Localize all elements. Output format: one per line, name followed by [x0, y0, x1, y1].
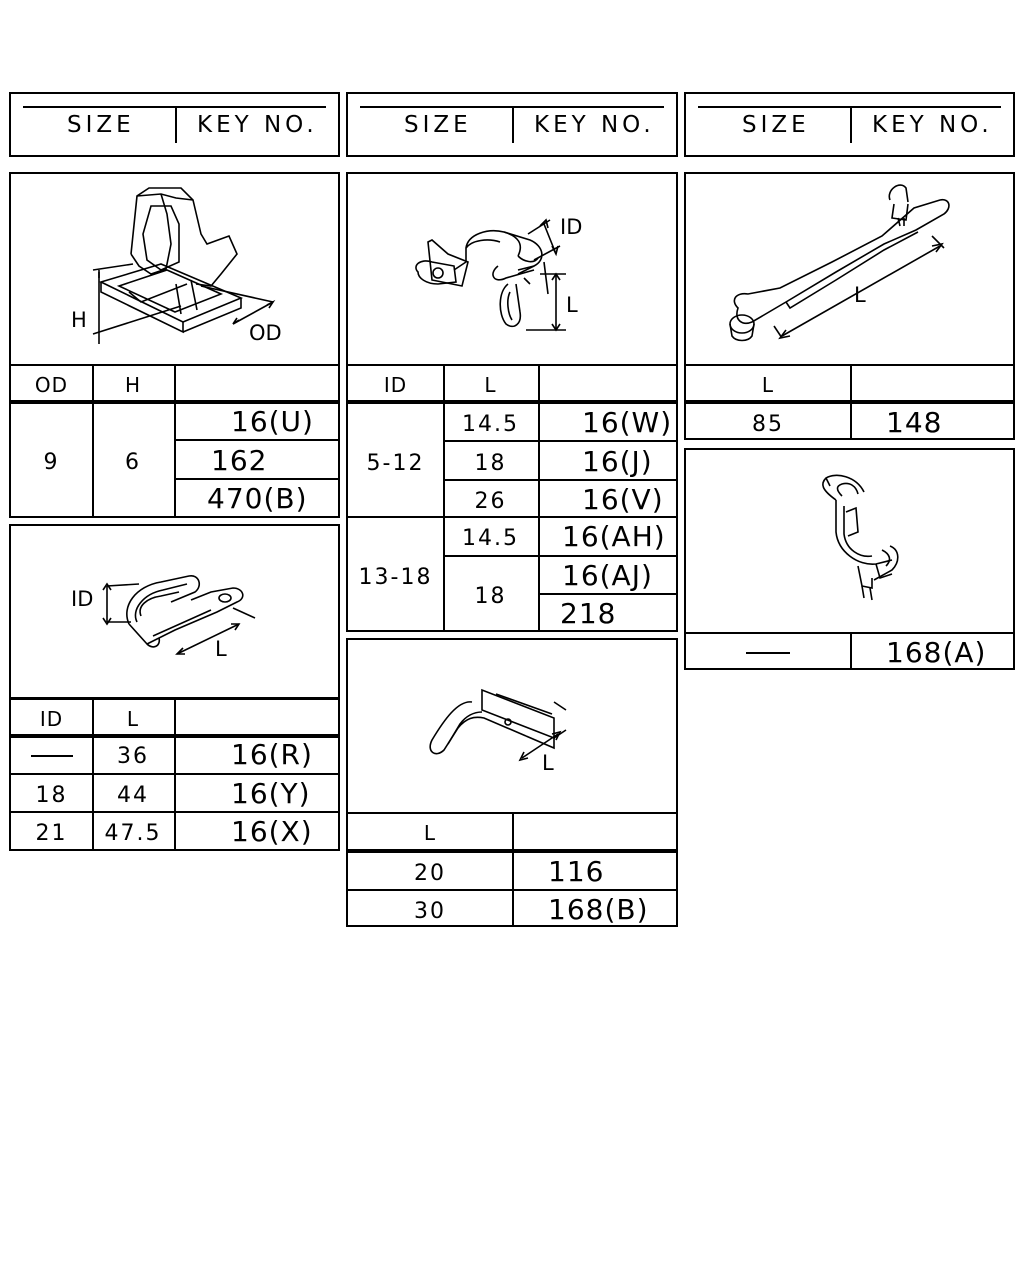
- clamp-row-line: [443, 479, 676, 481]
- header-divider: [175, 106, 177, 143]
- bracket-panel: [346, 638, 678, 927]
- bracket-key-1: 116: [548, 855, 605, 888]
- clip-od-value: 9: [43, 450, 60, 475]
- band-col-divider: [850, 364, 852, 438]
- clip-col-od: OD: [34, 373, 69, 397]
- bracket-col-l: L: [423, 821, 437, 845]
- header-size: SIZE: [67, 112, 135, 138]
- clip-label-od: OD: [249, 321, 282, 345]
- clamp-row-line: [443, 440, 676, 442]
- bracket-col-divider: [512, 812, 514, 925]
- header-key-no: KEY NO.: [197, 112, 318, 138]
- clamp-group1-id: 5-12: [366, 451, 425, 476]
- holder-dash: [746, 652, 790, 654]
- clamp-group1-l-1: 14.5: [462, 412, 519, 437]
- clip-h-value: 6: [125, 450, 141, 475]
- header-key-no: KEY NO.: [534, 112, 655, 138]
- holder-panel: [684, 448, 1015, 670]
- clamp-col-divider: [538, 364, 540, 630]
- open-clamp-key-3: 16(X): [231, 815, 313, 848]
- header-col3: [684, 92, 1015, 157]
- clamp-group-line: [348, 516, 676, 518]
- header-divider: [512, 106, 514, 143]
- open-clamp-panel: [9, 524, 340, 851]
- band-label-l: L: [854, 283, 866, 307]
- clamp-label-l: L: [566, 293, 578, 317]
- open-clamp-id-3: 21: [35, 821, 68, 846]
- clip-key-1: 16(U): [231, 405, 314, 438]
- header-col1: [9, 92, 340, 157]
- band-l-value: 85: [752, 412, 784, 437]
- clip-label-h: H: [71, 308, 87, 332]
- holder-drawing: [686, 450, 1013, 632]
- clamp-row-line: [443, 555, 676, 557]
- clip-key-2: 162: [211, 444, 268, 477]
- clamp-group1-key-2: 16(J): [582, 445, 653, 478]
- open-clamp-key-2: 16(Y): [231, 777, 311, 810]
- clamp-label-id: ID: [560, 215, 583, 239]
- holder-col-divider: [850, 632, 852, 668]
- open-clamp-col-divider: [174, 697, 176, 849]
- clamp-group1-key-1: 16(W): [582, 406, 673, 439]
- clip-drawing: [11, 174, 338, 366]
- clamp-group1-l-2: 18: [474, 451, 507, 476]
- open-clamp-col-l: L: [126, 707, 140, 731]
- clamp-panel: [346, 172, 678, 632]
- clamp-group2-id: 13-18: [358, 565, 433, 590]
- clamp-col-id: ID: [383, 373, 408, 397]
- open-clamp-drawing: [11, 526, 338, 698]
- clip-key-row-line: [174, 478, 338, 480]
- open-clamp-l-2: 44: [117, 783, 149, 808]
- clamp-group2-key-2: 16(AJ): [562, 559, 653, 592]
- open-clamp-key-1: 16(R): [231, 738, 313, 771]
- clamp-drawing: [348, 174, 676, 366]
- header-divider: [850, 106, 852, 143]
- header-col2: [346, 92, 678, 157]
- band-panel: [684, 172, 1015, 440]
- clamp-row-line: [538, 593, 676, 595]
- band-key: 148: [886, 406, 943, 439]
- clamp-col-l: L: [484, 373, 497, 397]
- holder-key: 168(A): [886, 636, 987, 669]
- open-clamp-dash: [31, 755, 73, 757]
- open-clamp-col-id: ID: [39, 707, 64, 731]
- clip-key-3: 470(B): [207, 482, 308, 515]
- clamp-group2-l-2: 18: [474, 584, 507, 609]
- bracket-drawing: [348, 640, 676, 812]
- bracket-l-1: 20: [414, 861, 446, 886]
- clamp-group2-l-1: 14.5: [462, 526, 519, 551]
- clip-key-row-line: [174, 439, 338, 441]
- clamp-group2-key-3: 218: [560, 597, 617, 630]
- clamp-table-top: [348, 364, 676, 366]
- clip-panel: [9, 172, 340, 518]
- header-size: SIZE: [742, 112, 810, 138]
- bracket-key-2: 168(B): [548, 893, 649, 926]
- band-col-l: L: [761, 373, 775, 397]
- clamp-group1-key-3: 16(V): [582, 483, 664, 516]
- header-key-no: KEY NO.: [872, 112, 993, 138]
- open-clamp-id-2: 18: [35, 783, 68, 808]
- header-size: SIZE: [404, 112, 472, 138]
- clamp-table-sep: [348, 400, 676, 404]
- bracket-label-l: L: [542, 751, 554, 775]
- clip-col-h: H: [124, 373, 142, 397]
- open-clamp-label-id: ID: [71, 587, 94, 611]
- open-clamp-l-1: 36: [117, 744, 149, 769]
- open-clamp-l-3: 47.5: [104, 821, 162, 846]
- open-clamp-label-l: L: [215, 637, 227, 661]
- clamp-group2-key-1: 16(AH): [562, 520, 666, 553]
- clamp-group1-l-3: 26: [474, 489, 507, 514]
- bracket-l-2: 30: [414, 899, 446, 924]
- band-drawing: [686, 174, 1013, 366]
